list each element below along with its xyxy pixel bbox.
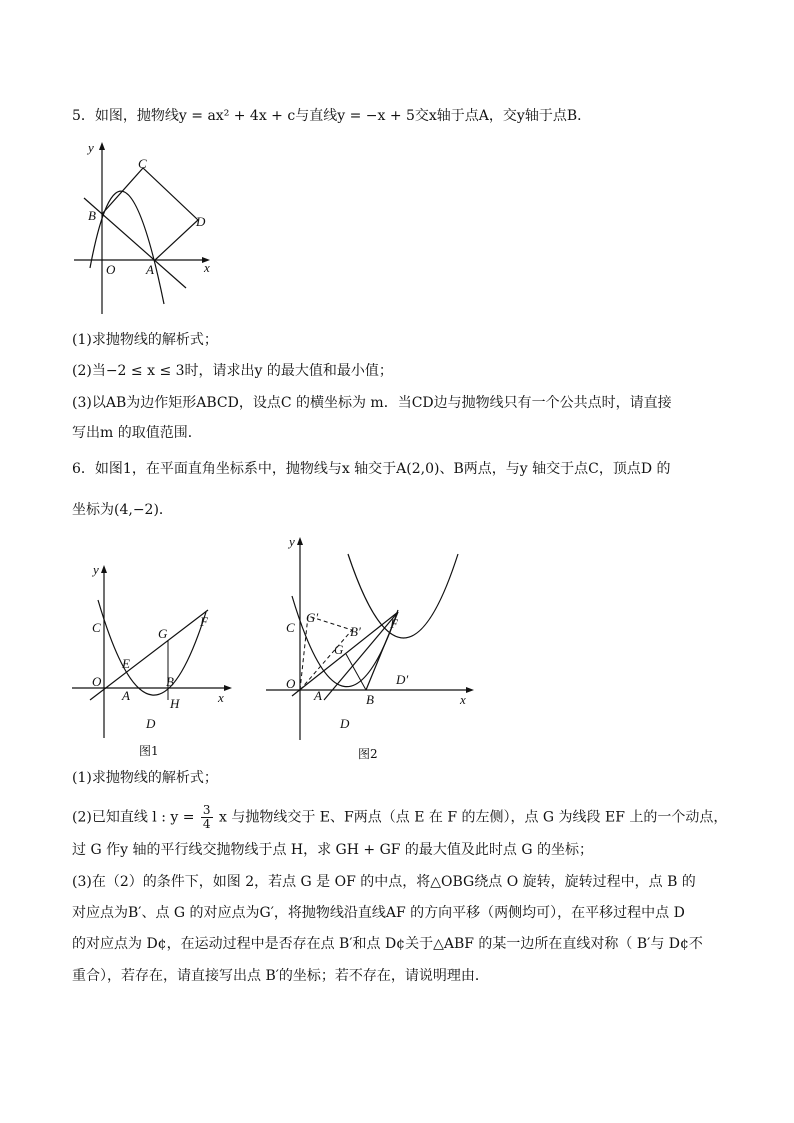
fig2-label-F: F (390, 616, 398, 631)
q5-figure (70, 138, 220, 322)
fig2-label-x: x (460, 692, 466, 707)
fig1-label-y: y (93, 562, 99, 577)
fig1-label-G: G (158, 626, 168, 641)
q5-sub2: (2)当−2 ≤ x ≤ 3时，请求出y 的最大值和最小值； (72, 363, 393, 379)
q6-fraction (201, 804, 213, 831)
q5-label-C: C (138, 156, 147, 171)
fig1-label-E: E (122, 656, 130, 671)
q6-figure-2 (262, 532, 482, 746)
fig2-label-D: D (340, 716, 350, 731)
q6-sub3c: 的对应点为 D¢，在运动过程中是否存在点 B′和点 D¢关于△ABF 的某一边所在直线对称（ B′与 D¢不 (72, 936, 703, 952)
fig1-label-B: B (166, 674, 174, 689)
fig2-label-C: C (286, 620, 295, 635)
q6-sub2a (72, 804, 727, 831)
fig1-label-A: A (122, 688, 130, 703)
fig1-label-H: H (170, 696, 180, 711)
q6-sub3b: 对应点为B′、点 G 的对应点为G′，将抛物线沿直线AF 的方向平移（两侧均可），在平移过程中点 D (72, 905, 685, 921)
q6-stem-a: 6．如图1，在平面直角坐标系中，抛物线与x 轴交于A(2,0)、B两点，与y 轴交于点C，顶点D 的 (72, 461, 671, 477)
q6-stem-b: 坐标为(4,−2)． (72, 502, 173, 518)
q5-label-A: A (146, 262, 154, 277)
fig2-label-Bp: B′ (350, 624, 361, 639)
q6-sub3d: 重合），若存在，请直接写出点 B′的坐标；若不存在，请说明理由． (72, 968, 489, 984)
fig2-label-B: B (366, 692, 374, 707)
fig2-label-O: O (286, 676, 296, 691)
fig2-label-y: y (289, 534, 295, 549)
q6-figure-1 (68, 560, 238, 744)
q5-sub1: (1)求抛物线的解析式； (72, 332, 218, 348)
fig1-caption: 图1 (139, 744, 159, 758)
q5-label-x: x (204, 260, 210, 275)
fig1-label-D: D (146, 716, 156, 731)
q6-sub1: (1)求抛物线的解析式； (72, 770, 218, 786)
fig2-label-Dp: D′ (396, 672, 409, 687)
fig1-label-O: O (92, 674, 102, 689)
q6-sub2a-post: x 与抛物线交于 E、F两点（点 E 在 F 的左侧），点 G 为线段 EF 上的一个动点， (219, 809, 728, 826)
fig1-label-C: C (92, 620, 101, 635)
q5-label-O: O (106, 262, 116, 277)
q6-fraction-den: 4 (202, 817, 211, 831)
q6-sub2b: 过 G 作y 轴的平行线交抛物线于点 H，求 GH + GF 的最大值及此时点 G 的坐标； (72, 842, 594, 858)
fig2-caption: 图2 (358, 747, 378, 761)
fig2-label-G: G (334, 642, 344, 657)
q6-sub2a-pre: (2)已知直线 l : y = (72, 809, 195, 826)
q5-stem: 5．如图，抛物线y = ax² + 4x + c与直线y = −x + 5交x轴于点A，交y轴于点B． (72, 108, 592, 124)
q5-label-D: D (196, 214, 206, 229)
q6-fraction-num: 3 (202, 803, 211, 817)
fig1-label-x: x (218, 690, 224, 705)
q5-sub3a: (3)以AB为边作矩形ABCD，设点C 的横坐标为 m．当CD边与抛物线只有一个公共点时，请直接 (72, 395, 672, 411)
q5-label-B: B (88, 208, 96, 223)
q5-label-y: y (88, 140, 94, 155)
q6-sub3a: (3)在（2）的条件下，如图 2，若点 G 是 OF 的中点，将△OBG绕点 O 旋转，旋转过程中，点 B 的 (72, 874, 696, 890)
fig2-label-A: A (314, 688, 322, 703)
fig2-label-Gp: G′ (306, 610, 319, 625)
fig1-label-F: F (200, 614, 208, 629)
q5-sub3b: 写出m 的取值范围． (72, 425, 202, 441)
